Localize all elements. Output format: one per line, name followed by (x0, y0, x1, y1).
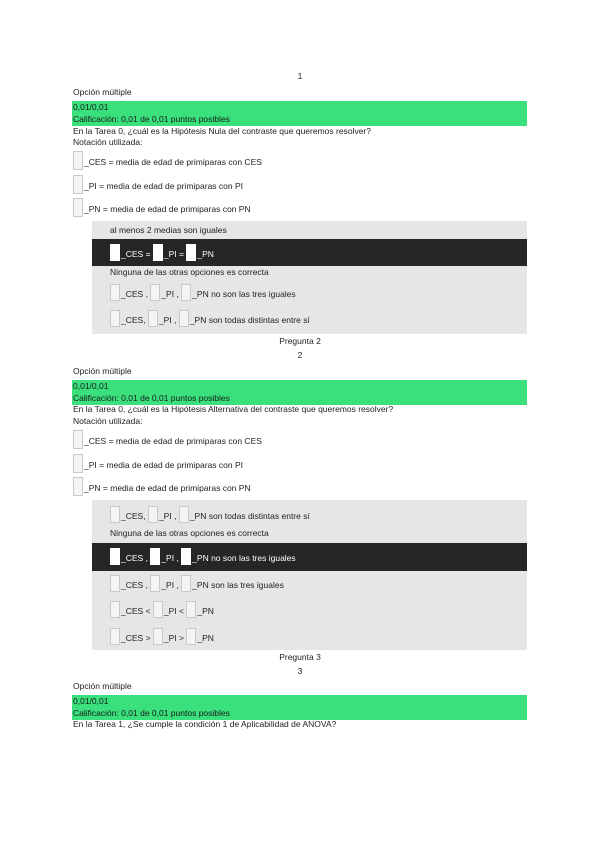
score-banner (72, 695, 527, 720)
grade-text: Calificación: 0,01 de 0,01 puntos posibles (73, 708, 230, 718)
notation-pi: _PI = media de edad de primiparas con PI (73, 175, 243, 194)
formula-image (110, 601, 120, 618)
formula-image (181, 284, 191, 301)
formula-image (148, 506, 158, 523)
formula-image (73, 454, 83, 473)
option-1[interactable]: al menos 2 medias son iguales (110, 225, 227, 235)
option-1[interactable]: _CES, _PI , _PN son todas distintas entre sí (110, 506, 310, 523)
score-value: 0,01/0,01 (73, 102, 109, 112)
option-2-selected[interactable]: _CES = _PI = _PN (92, 239, 527, 266)
score-value: 0,01/0,01 (73, 696, 109, 706)
formula-image (179, 310, 189, 327)
question-number: 1 (297, 71, 303, 81)
grade-text: Calificación: 0,01 de 0,01 puntos posibles (73, 393, 230, 403)
grade-text: Calificación: 0,01 de 0,01 puntos posibles (73, 114, 230, 124)
formula-image (150, 548, 160, 565)
formula-image (110, 628, 120, 645)
score-banner (72, 380, 527, 405)
answer-options (92, 221, 527, 334)
formula-image (73, 477, 83, 496)
formula-image (148, 310, 158, 327)
notation-label: Notación utilizada: (73, 416, 143, 426)
score-banner (72, 101, 527, 126)
formula-image (110, 548, 120, 565)
formula-image (110, 310, 120, 327)
formula-image (73, 430, 83, 449)
question-type: Opción múltiple (73, 366, 132, 376)
option-4[interactable]: _CES , _PI , _PN son las tres iguales (110, 575, 284, 592)
option-5[interactable]: _CES, _PI , _PN son todas distintas entre sí (110, 310, 310, 327)
option-3-selected[interactable]: _CES , _PI , _PN no son las tres iguales (92, 543, 527, 571)
formula-image (73, 198, 83, 217)
score-value: 0,01/0,01 (73, 381, 109, 391)
question-number: 2 (297, 350, 303, 360)
question-text: En la Tarea 1, ¿Se cumple la condición 1 de Aplicabilidad de ANOVA? (73, 719, 337, 729)
formula-image (110, 244, 120, 261)
option-4[interactable]: _CES , _PI , _PN no son las tres iguales (110, 284, 296, 301)
question-text: En la Tarea 0, ¿cuál es la Hipótesis Alternativa del contraste que queremos resolver? (73, 404, 394, 414)
question-number: 3 (297, 666, 303, 676)
question-text: En la Tarea 0, ¿cuál es la Hipótesis Nula del contraste que queremos resolver? (73, 126, 371, 136)
formula-image (150, 575, 160, 592)
notation-pi: _PI = media de edad de primiparas con PI (73, 454, 243, 473)
option-6[interactable]: _CES > _PI > _PN (110, 628, 214, 645)
formula-image (181, 575, 191, 592)
formula-image (153, 601, 163, 618)
formula-image (186, 244, 196, 261)
formula-image (186, 628, 196, 645)
question-type: Opción múltiple (73, 681, 132, 691)
formula-image (153, 628, 163, 645)
option-5[interactable]: _CES < _PI < _PN (110, 601, 214, 618)
formula-image (110, 284, 120, 301)
formula-image (150, 284, 160, 301)
option-3[interactable]: Ninguna de las otras opciones es correcta (110, 267, 269, 277)
formula-image (73, 175, 83, 194)
notation-label: Notación utilizada: (73, 137, 143, 147)
answer-options (92, 500, 527, 650)
formula-image (110, 575, 120, 592)
formula-image (73, 151, 83, 170)
notation-pn: _PN = media de edad de primiparas con PN (73, 477, 251, 496)
option-2[interactable]: Ninguna de las otras opciones es correcta (110, 528, 269, 538)
next-question-label: Pregunta 3 (279, 652, 321, 662)
formula-image (179, 506, 189, 523)
formula-image (186, 601, 196, 618)
formula-image (181, 548, 191, 565)
formula-image (153, 244, 163, 261)
notation-ces: _CES = media de edad de primiparas con CES (73, 430, 262, 449)
notation-ces: _CES = media de edad de primiparas con CES (73, 151, 262, 170)
question-type: Opción múltiple (73, 87, 132, 97)
notation-pn: _PN = media de edad de primiparas con PN (73, 198, 251, 217)
formula-image (110, 506, 120, 523)
next-question-label: Pregunta 2 (279, 336, 321, 346)
